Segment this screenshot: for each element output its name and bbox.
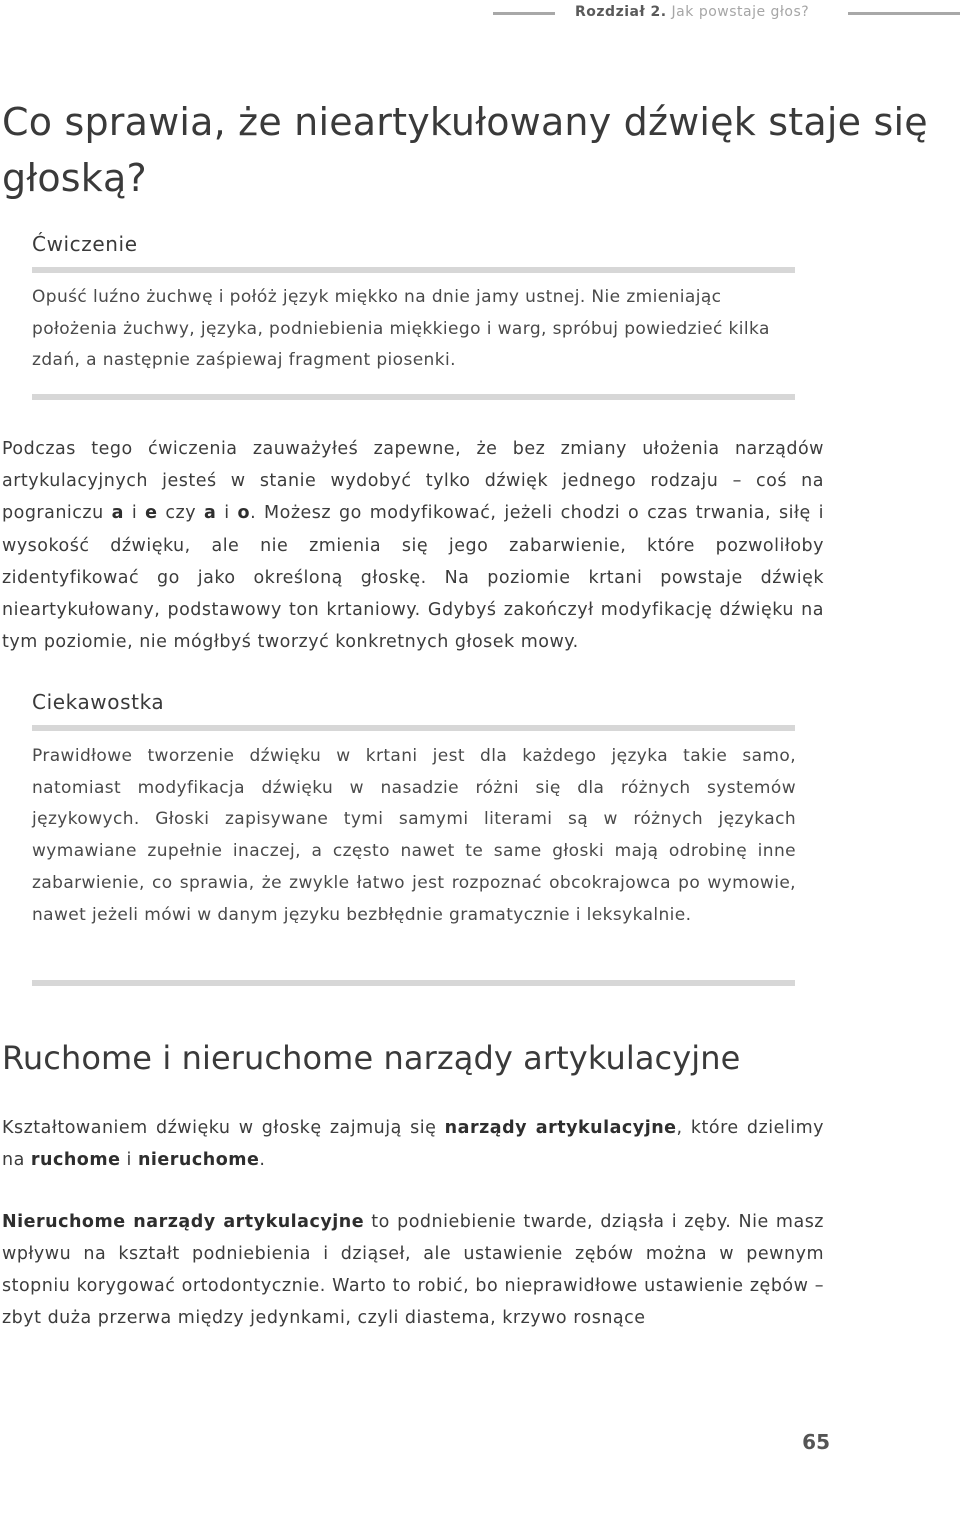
- exercise-bottom-rule: [32, 394, 795, 400]
- paragraph-2: Kształtowaniem dźwięku w głoskę zajmują się narządy artykulacyjne, które dzielimy na ruchome i nieruchome.: [2, 1118, 824, 1170]
- section-heading: Co sprawia, że nieartykułowany dźwięk staje się głoską?: [2, 100, 928, 200]
- page-number: 65: [802, 1430, 830, 1454]
- fun-fact-label: Ciekawostka: [32, 690, 165, 714]
- header-rule-left: [493, 12, 555, 15]
- fun-fact-top-rule: [32, 725, 795, 731]
- running-head: [575, 0, 827, 24]
- exercise-label: Ćwiczenie: [32, 232, 138, 256]
- paragraph-1: Podczas tego ćwiczenia zauważyłeś zapewne, że bez zmiany ułożenia narządów artykulacyjnych jesteś w stanie wydobyć tylko dźwięk jednego rodzaju – coś na pograniczu a i e czy a i o. Możesz go modyfikować, jeżeli chodzi o czas trwania, siłę i wysokość dźwięku, ale nie zmienia się jego zabarwienie, które pozwoliłoby zidentyfikować go jako określoną głoskę. Na poziomie krtani powstaje dźwięk nieartykułowany, podstawowy ton krtaniowy. Gdybyś zakończył modyfikację dźwięku na tym poziomie, nie mógłbyś tworzyć konkretnych głosek mowy.: [2, 439, 824, 653]
- subsection-heading: Ruchome i nieruchome narządy artykulacyjne: [2, 1039, 741, 1077]
- fun-fact-text: Prawidłowe tworzenie dźwięku w krtani jest dla każdego języka takie samo, natomiast modyfikacja dźwięku w nasadzie różni się dla różnych systemów językowych. Głoski zapisywane tymi samymi literami są w różnych językach wymawiane zupełnie inaczej, a często nawet te same głoski mają odrobinę inne zabarwienie, co sprawia, że zwykle łatwo jest rozpoznać obcokrajowca po wymowie, nawet jeżeli mówi w danym języku bezbłędnie gramatycznie i leksykalnie.: [32, 746, 796, 925]
- fun-fact-bottom-rule: [32, 980, 795, 986]
- exercise-text: Opuść luźno żuchwę i połóż język miękko na dnie jamy ustnej. Nie zmieniając położenia żuchwy, języka, podniebienia miękkiego i warg, spróbuj powiedzieć kilka zdań, a następnie zaśpiewaj fragment piosenki.: [32, 287, 770, 370]
- paragraph-3: Nieruchome narządy artykulacyjne to podniebienie twarde, dziąsła i zęby. Nie masz wpływu na kształt podniebienia i dziąseł, ale ustawienie zębów można w pewnym stopniu korygować ortodontycznie. Warto to robić, bo nieprawidłowe ustawienie zębów – zbyt duża przerwa między jedynkami, czyli diastema, krzywo rosnące: [2, 1212, 824, 1328]
- section-label: Jak powstaje głos?: [671, 4, 810, 20]
- header-rule-right: [848, 12, 960, 15]
- exercise-top-rule: [32, 267, 795, 273]
- chapter-label: Rozdział 2.: [575, 4, 667, 20]
